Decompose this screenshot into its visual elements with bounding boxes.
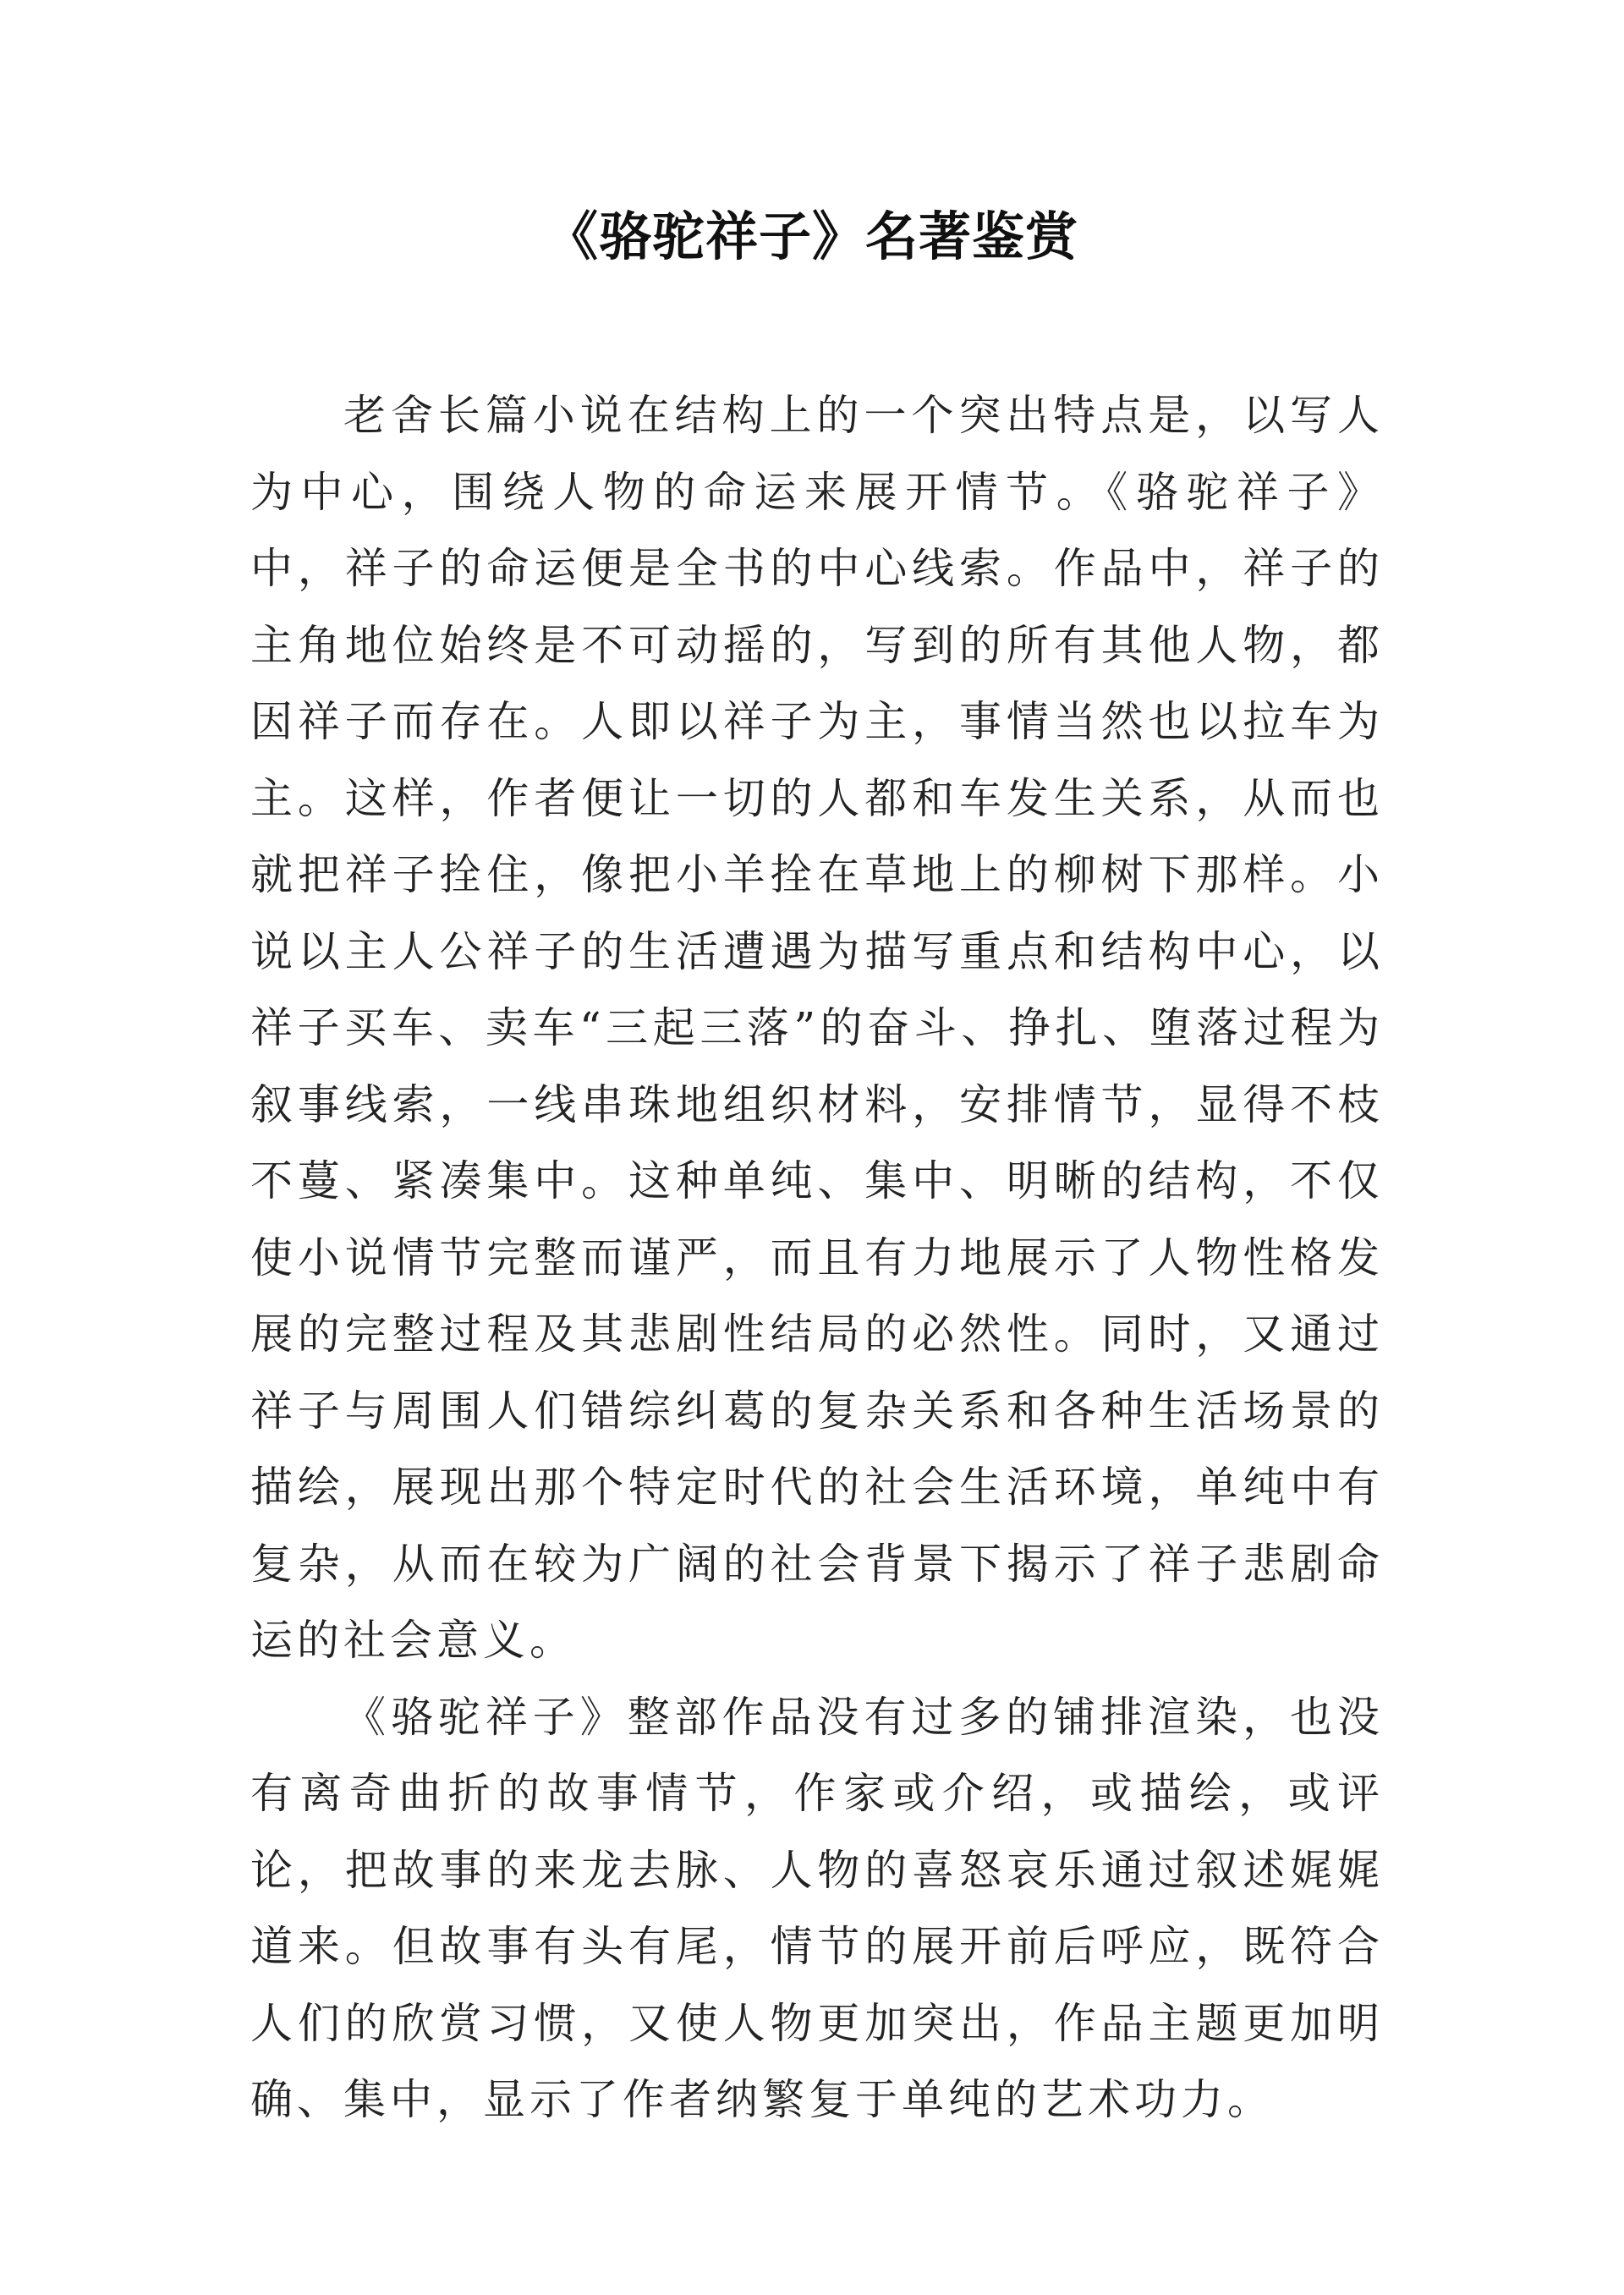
paragraph-2: 《骆驼祥子》整部作品没有过多的铺排渲染，也没有离奇曲折的故事情节，作家或介绍，或描绘，或评论，把故事的来龙去脉、人物的喜怒哀乐通过叙述娓娓道来。但故事有头有尾，情节的展开前后呼应，既符合人们的欣赏习惯，又使人物更加突出，作品主题更加明确、集中，显示了作者纳繁复于单纯的艺术功力。 (250, 1692, 1384, 2124)
document-body (250, 377, 1384, 2139)
paragraph-1: 老舍长篇小说在结构上的一个突出特点是，以写人为中心，围绕人物的命运来展开情节。《骆驼祥子》中，祥子的命运便是全书的中心线索。作品中，祥子的主角地位始终是不可动摇的，写到的所有其他人物，都因祥子而存在。人即以祥子为主，事情当然也以拉车为主。这样，作者便让一切的人都和车发生关系，从而也就把祥子拴住，像把小羊拴在草地上的柳树下那样。小说以主人公祥子的生活遭遇为描写重点和结构中心，以祥子买车、卖车“三起三落”的奋斗、挣扎、堕落过程为叙事线索，一线串珠地组织材料，安排情节，显得不枝不蔓、紧凑集中。这种单纯、集中、明晰的结构，不仅使小说情节完整而谨严，而且有力地展示了人物性格发展的完整过程及其悲剧性结局的必然性。同时，又通过祥子与周围人们错综纠葛的复杂关系和各种生活场景的描绘，展现出那个特定时代的社会生活环境，单纯中有复杂，从而在较为广阔的社会背景下揭示了祥子悲剧命运的社会意义。 (250, 391, 1384, 1665)
document-title: 《骆驼祥子》名著鉴赏 (545, 206, 1078, 267)
